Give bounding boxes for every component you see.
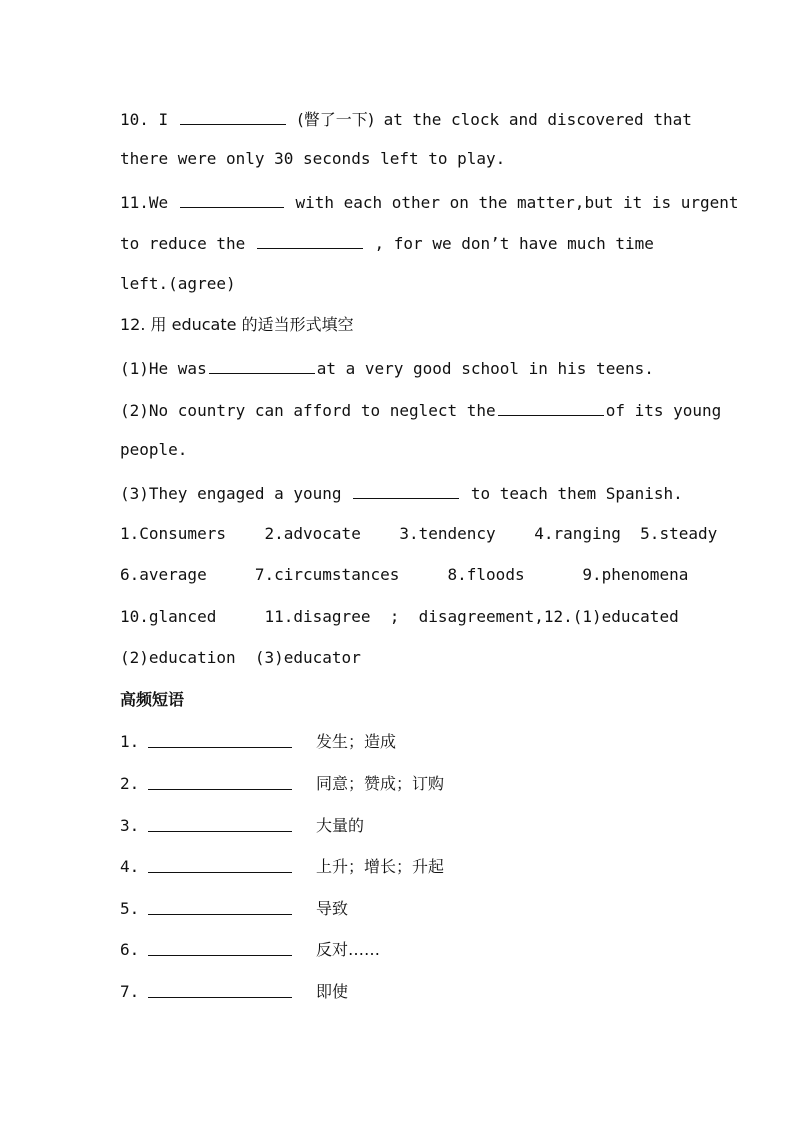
- question-10-line2: there were only 30 seconds left to play.: [120, 149, 506, 168]
- question-11-blank-2[interactable]: [257, 232, 363, 249]
- phrase-meaning: 发生；造成: [316, 732, 397, 751]
- phrase-number: 3.: [120, 816, 140, 835]
- phrase-blank[interactable]: [148, 747, 292, 748]
- phrase-blank[interactable]: [148, 789, 292, 790]
- phrase-meaning: 上升；增长；升起: [316, 857, 445, 876]
- phrase-blank[interactable]: [148, 997, 292, 998]
- question-12-part1-text-a: (1)He was: [120, 359, 207, 378]
- question-12-part2: [120, 399, 721, 419]
- question-12-blank-3[interactable]: [353, 482, 459, 499]
- phrase-number: 4.: [120, 857, 140, 876]
- question-11-text: with each other on the matter,but it is urgent: [295, 193, 739, 212]
- question-12-part2-text-b: of its young: [605, 401, 722, 420]
- question-12-part3: [120, 482, 683, 502]
- phrase-blank[interactable]: [148, 914, 292, 915]
- question-11-text-a: to reduce the: [120, 234, 246, 253]
- question-12-part1-text-b: at a very good school in his teens.: [316, 359, 654, 378]
- question-12-title: 12. 用 educate 的适当形式填空: [120, 315, 354, 334]
- phrase-meaning: 导致: [316, 899, 349, 918]
- question-11-line3: left.(agree): [120, 274, 236, 293]
- phrase-meaning: 大量的: [316, 816, 365, 835]
- section-heading: 高频短语: [120, 690, 185, 709]
- phrase-number: 2.: [120, 774, 140, 793]
- question-12-blank-1[interactable]: [209, 357, 315, 374]
- question-12-part3-text-a: (3)They engaged a young: [120, 484, 342, 503]
- phrase-meaning: 即使: [316, 982, 349, 1001]
- answer-line-2: 6.average 7.circumstances 8.floods 9.phenomena: [120, 565, 689, 584]
- phrase-number: 1.: [120, 732, 140, 751]
- phrase-number: 6.: [120, 940, 140, 959]
- question-10-line1: [120, 108, 692, 128]
- question-10-text: at the clock and discovered that: [383, 110, 692, 129]
- question-12-part2-cont: people.: [120, 440, 188, 459]
- question-11-line1: [120, 191, 739, 211]
- phrase-blank[interactable]: [148, 831, 292, 832]
- answer-line-4: (2)education (3)educator: [120, 648, 361, 667]
- phrase-blank[interactable]: [148, 872, 292, 873]
- question-11-line2: [120, 232, 654, 252]
- phrase-number: 5.: [120, 899, 140, 918]
- question-12-blank-2[interactable]: [498, 399, 604, 416]
- phrase-number: 7.: [120, 982, 140, 1001]
- phrase-meaning: 反对……: [316, 940, 381, 959]
- answer-line-1: 1.Consumers 2.advocate 3.tendency 4.ranging 5.steady: [120, 524, 718, 543]
- question-11-text-b: , for we don’t have much time: [374, 234, 654, 253]
- phrase-blank[interactable]: [148, 955, 292, 956]
- question-12-part2-text-a: (2)No country can afford to neglect the: [120, 401, 496, 420]
- question-11-blank-1[interactable]: [180, 191, 284, 208]
- answer-line-3: 10.glanced 11.disagree ; disagreement,12.(1)educated: [120, 607, 679, 626]
- question-12-part1: [120, 357, 654, 377]
- question-11-number: 11.We: [120, 193, 169, 212]
- question-10-blank[interactable]: [180, 108, 286, 125]
- question-12-part3-text-b: to teach them Spanish.: [470, 484, 683, 503]
- question-10-hint: (瞥了一下): [297, 110, 374, 129]
- question-10-number: 10. I: [120, 110, 169, 129]
- phrase-meaning: 同意；赞成；订购: [316, 774, 445, 793]
